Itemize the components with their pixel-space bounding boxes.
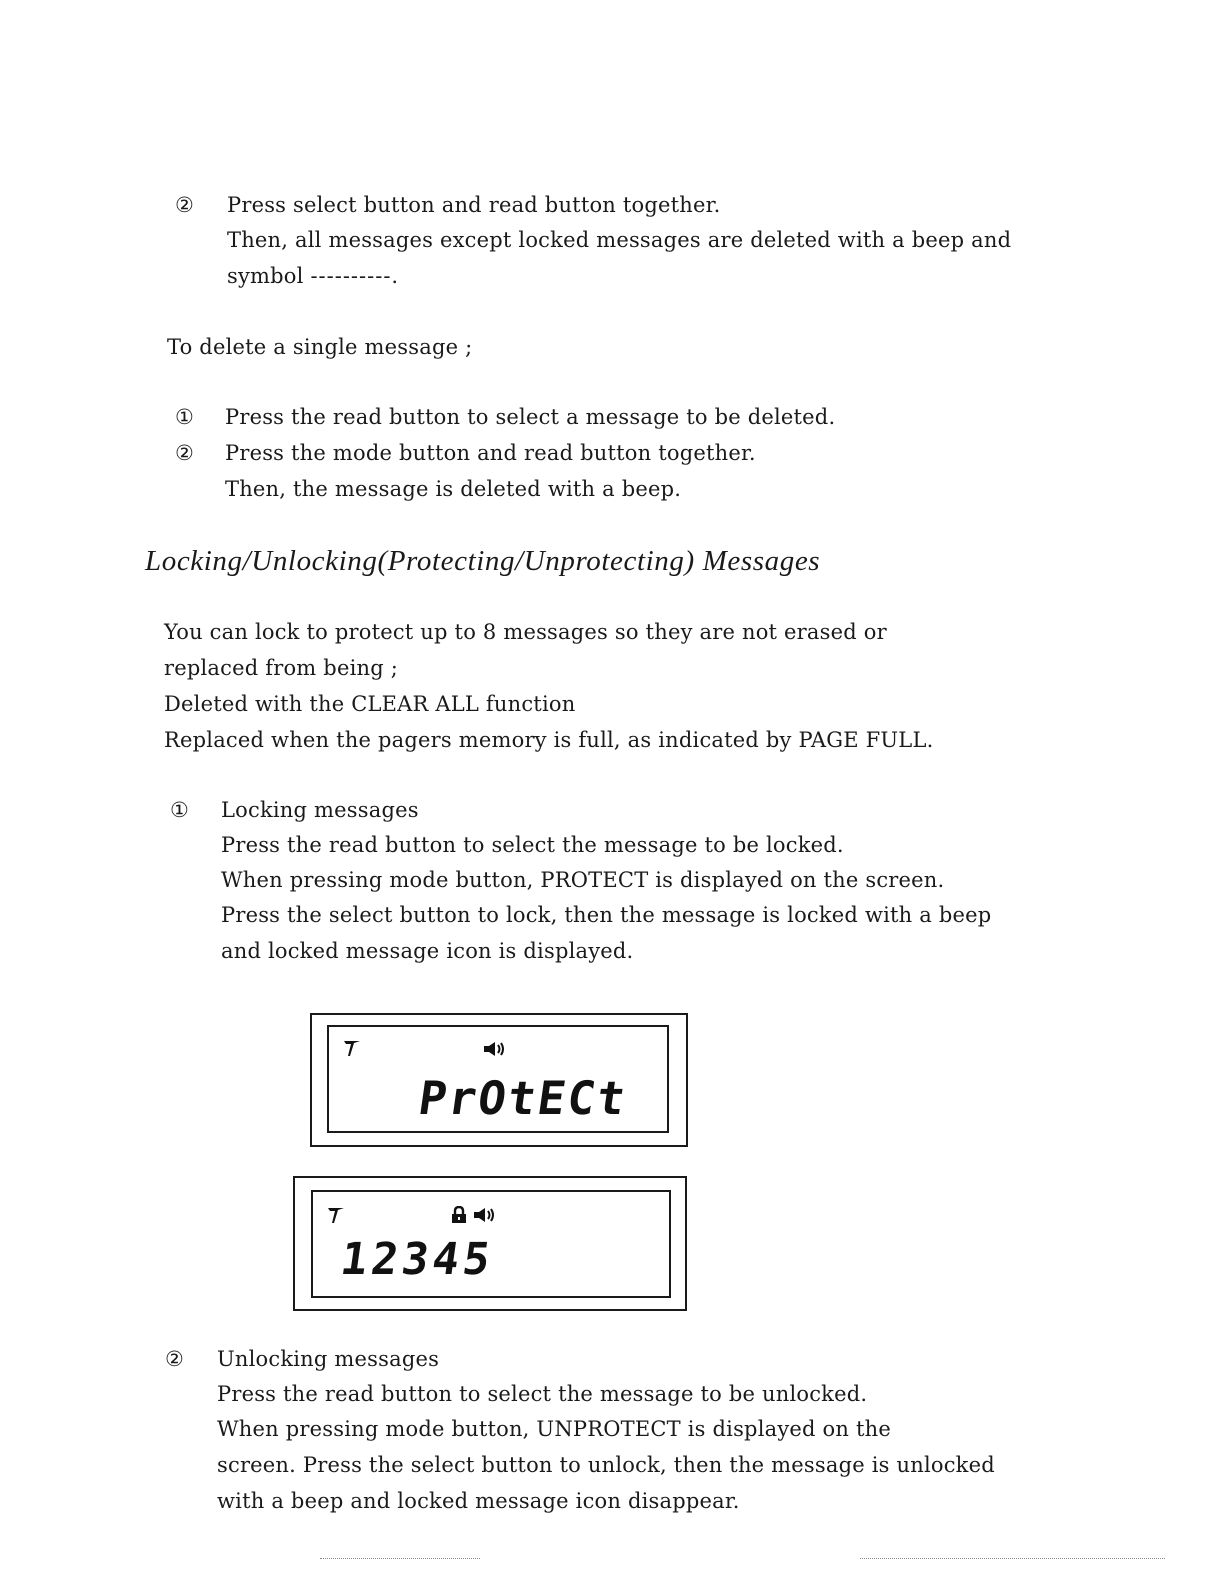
paragraph-line: Press select button and read button together. [227,193,721,217]
lcd-text: 12345 [337,1234,498,1285]
step-number: ② [175,193,194,217]
paragraph-line: Then, the message is deleted with a beep. [225,477,682,501]
intro-line: You can lock to protect up to 8 messages so they are not erased or [164,620,887,644]
lcd-screen [311,1190,671,1298]
lcd-display-protect [310,1013,688,1147]
symbol-end: . [391,264,399,288]
paragraph-line: Press the read button to select a message to be deleted. [225,405,836,429]
section-title: Locking/Unlocking(Protecting/Unprotecting) Messages [145,545,821,577]
paragraph-line: with a beep and locked message icon disappear. [217,1489,740,1513]
speaker-icon [483,1041,507,1057]
symbol-line [227,263,398,289]
intro-line: Replaced when the pagers memory is full, as indicated by PAGE FULL. [164,728,934,752]
symbol-label: symbol [227,264,304,288]
antenna-icon [327,1206,345,1224]
paragraph-line: When pressing mode button, UNPROTECT is displayed on the [217,1417,891,1441]
paragraph-line: Press the read button to select the message to be locked. [221,833,844,857]
antenna-icon [343,1039,361,1057]
intro-line: replaced from being ; [164,656,399,680]
paragraph-line: Press the mode button and read button together. [225,441,756,465]
scan-artifact [860,1558,1165,1560]
paragraph-line: Then, all messages except locked messages are deleted with a beep and [227,228,1012,252]
lcd-display-locked [293,1176,687,1311]
scan-artifact [320,1558,480,1560]
single-delete-intro: To delete a single message ; [167,335,473,359]
paragraph-line: When pressing mode button, PROTECT is displayed on the screen. [221,868,945,892]
speaker-icon [473,1207,497,1223]
lock-icon [451,1206,467,1224]
unlocking-title: Unlocking messages [217,1347,440,1371]
step-number: ② [165,1347,184,1371]
step-number: ② [175,441,194,465]
lcd-text: PrOtECt [415,1071,631,1125]
lcd-screen [327,1025,669,1133]
locking-title: Locking messages [221,798,419,822]
paragraph-line: screen. Press the select button to unlock, then the message is unlocked [217,1453,995,1477]
symbol-dashes: ---------- [310,264,392,288]
step-number: ① [170,798,189,822]
intro-line: Deleted with the CLEAR ALL function [164,692,576,716]
paragraph-line: and locked message icon is displayed. [221,939,634,963]
paragraph-line: Press the select button to lock, then the message is locked with a beep [221,903,992,927]
step-number: ① [175,405,194,429]
paragraph-line: Press the read button to select the message to be unlocked. [217,1382,868,1406]
